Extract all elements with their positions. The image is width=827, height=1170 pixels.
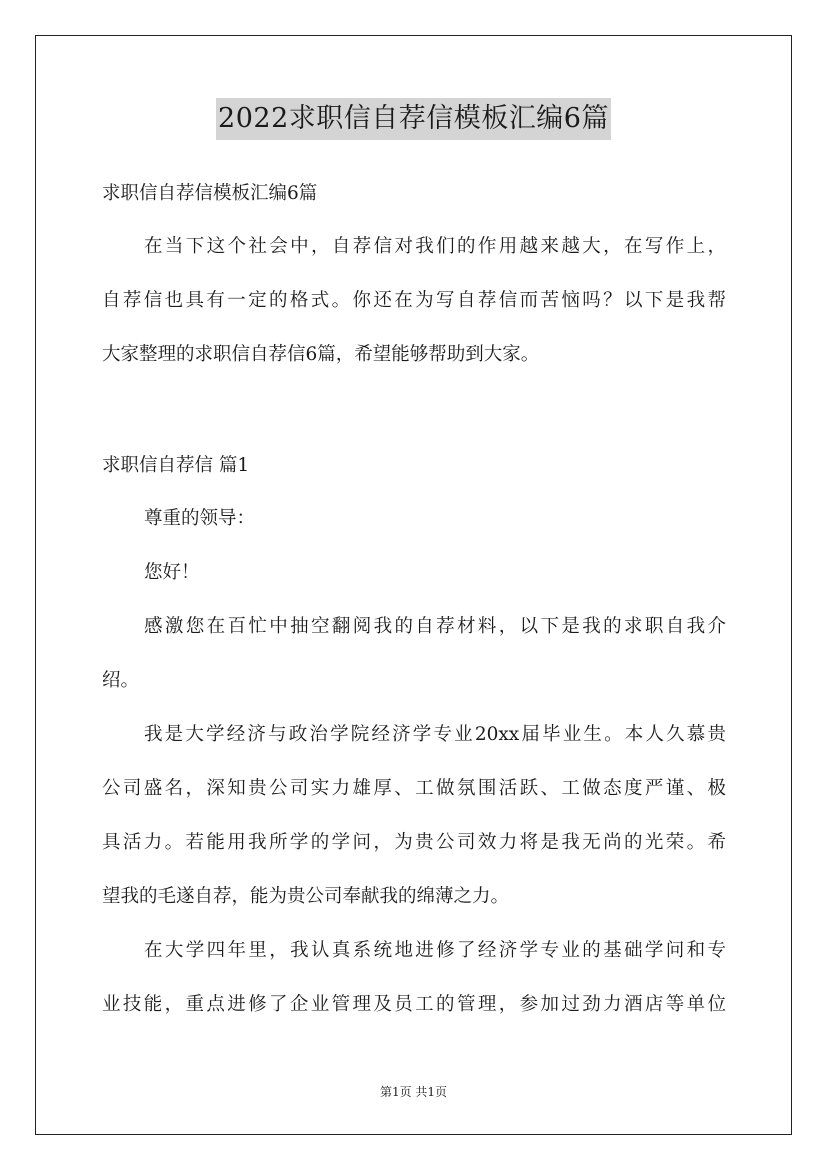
intro-line-2: 自荐信也具有一定的格式。你还在为写自荐信而苦恼吗？以下是我帮 [102, 290, 726, 311]
document-title: 2022求职信自荐信模板汇编6篇 [216, 98, 611, 140]
page-footer: 第1页 共1页 [379, 1085, 448, 1099]
document-subtitle: 求职信自荐信模板汇编6篇 [102, 183, 318, 204]
intro-line-3: 大家整理的求职信自荐信6篇，希望能够帮助到大家。 [102, 344, 540, 365]
para2-line-4: 望我的毛遂自荐，能为贵公司奉献我的绵薄之力。 [102, 886, 510, 907]
title-container [0, 98, 827, 140]
greeting: 您好！ [144, 562, 200, 583]
para2-line-2: 公司盛名，深知贵公司实力雄厚、工做氛围活跃、工做态度严谨、极 [102, 778, 726, 799]
para2-line-3: 具活力。若能用我所学的学问，为贵公司效力将是我无尚的光荣。希 [102, 832, 726, 853]
para1-line-1: 感激您在百忙中抽空翻阅我的自荐材料，以下是我的求职自我介 [144, 616, 726, 637]
salutation: 尊重的领导： [144, 508, 256, 529]
section-heading: 求职信自荐信 篇1 [102, 455, 250, 476]
para1-line-2: 绍。 [102, 670, 140, 691]
para2-line-1: 我是大学经济与政治学院经济学专业20xx届毕业生。本人久慕贵 [144, 724, 726, 745]
intro-line-1: 在当下这个社会中，自荐信对我们的作用越来越大，在写作上， [144, 236, 726, 257]
para3-line-2: 业技能，重点进修了企业管理及员工的管理，参加过劲力酒店等单位 [102, 994, 726, 1015]
para3-line-1: 在大学四年里，我认真系统地进修了经济学专业的基础学问和专 [144, 940, 726, 961]
